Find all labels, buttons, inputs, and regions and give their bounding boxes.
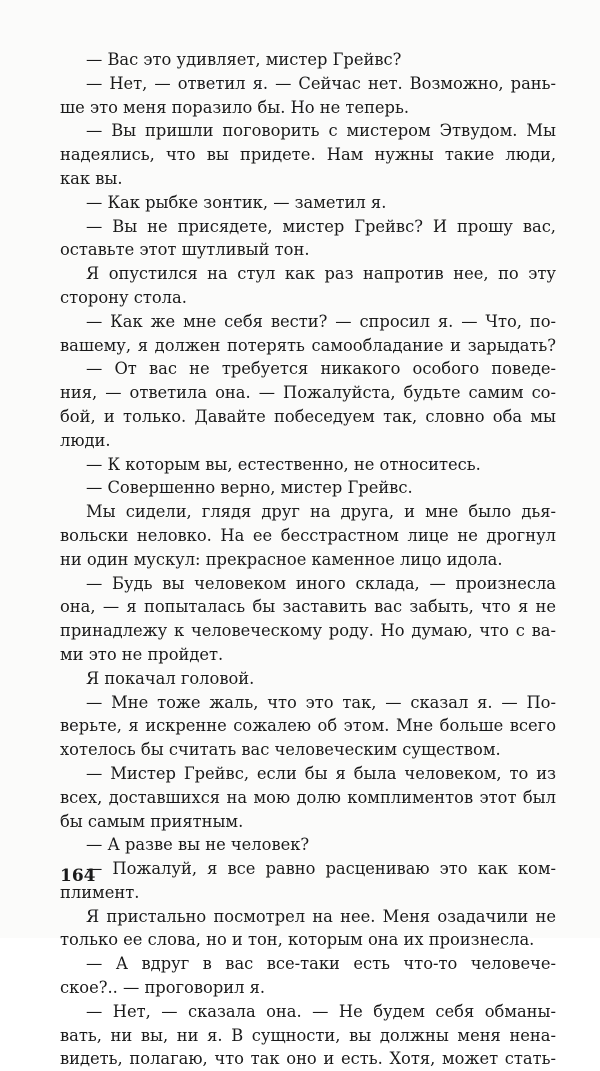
text-line: Я пристально посмотрел на нее. Меня озадачили не bbox=[86, 906, 556, 926]
text-line: — Как же мне себя вести? — спросил я. — Что, по- bbox=[86, 311, 556, 331]
text-line: бой, и только. Давайте побеседуем так, словно оба мы bbox=[60, 406, 556, 426]
text-line: Мы сидели, глядя друг на друга, и мне было дья- bbox=[86, 502, 556, 522]
text-line: видеть, полагаю, что так оно и есть. Хотя, может стать- bbox=[60, 1049, 556, 1069]
text-line: бы самым приятным. bbox=[60, 811, 244, 831]
text-line: — Мне тоже жаль, что это так, — сказал я. — По- bbox=[86, 692, 556, 712]
text-line: — Пожалуй, я все равно расцениваю это как ком- bbox=[86, 859, 556, 879]
text-line: ское?.. — проговорил я. bbox=[60, 978, 266, 998]
text-line: — Вас это удивляет, мистер Грейвс? bbox=[86, 50, 402, 69]
text-line: только ее слова, но и тон, которым она их произнесла. bbox=[60, 930, 535, 950]
text-line: как вы. bbox=[60, 168, 123, 188]
text-line: — Как рыбке зонтик, — заметил я. bbox=[86, 192, 387, 212]
text-line: сторону стола. bbox=[60, 287, 187, 307]
text-line: ния, — ответила она. — Пожалуйста, будьте самим со- bbox=[60, 383, 556, 403]
text-line: Я покачал головой. bbox=[86, 668, 255, 688]
text-line: вашему, я должен потерять самообладание и зарыдать? bbox=[60, 335, 556, 355]
text-line: ни один мускул: прекрасное каменное лицо идола. bbox=[60, 549, 503, 569]
text-line: всех, доставшихся на мою долю комплиментов этот был bbox=[60, 787, 556, 807]
text-line: верьте, я искренне сожалею об этом. Мне больше всего bbox=[60, 716, 556, 736]
text-line: Я опустился на стул как раз напротив нее, по эту bbox=[86, 264, 556, 284]
text-line: — А вдруг в вас все-таки есть что-то человече- bbox=[86, 954, 556, 974]
text-line: хотелось бы считать вас человеческим существом. bbox=[60, 740, 501, 760]
text-line: ми это не пройдет. bbox=[60, 644, 224, 664]
text-line: — Будь вы человеком иного склада, — произнесла bbox=[86, 573, 556, 593]
text-line: — Нет, — сказала она. — Не будем себя обманы- bbox=[86, 1001, 556, 1021]
text-line: оставьте этот шутливый тон. bbox=[60, 240, 310, 260]
text-line: люди. bbox=[60, 430, 111, 450]
text-line: ше это меня поразило бы. Но не теперь. bbox=[60, 97, 410, 117]
text-line: — Вы не присядете, мистер Грейвс? И прошу вас, bbox=[86, 216, 556, 236]
text-line: — К которым вы, естественно, не относитесь. bbox=[86, 454, 481, 474]
text-line: — Совершенно верно, мистер Грейвс. bbox=[86, 478, 413, 498]
page-number: 164 bbox=[60, 866, 96, 886]
text-line: надеялись, что вы придете. Нам нужны такие люди, bbox=[60, 145, 556, 165]
text-line: — От вас не требуется никакого особого поведе- bbox=[86, 359, 556, 379]
text-line: вольски неловко. На ее бесстрастном лице не дрогнул bbox=[60, 525, 556, 545]
text-line: принадлежу к человеческому роду. Но думаю, что с ва- bbox=[60, 621, 556, 641]
text-line: вать, ни вы, ни я. В сущности, вы должны меня нена- bbox=[60, 1025, 556, 1045]
page-text bbox=[60, 48, 556, 1071]
text-line: она, — я попыталась бы заставить вас забыть, что я не bbox=[60, 597, 556, 617]
text-line: — А разве вы не человек? bbox=[86, 835, 310, 855]
text-line: — Мистер Грейвс, если бы я была человеком, то из bbox=[86, 763, 556, 783]
text-line: — Нет, — ответил я. — Сейчас нет. Возможно, рань- bbox=[86, 73, 556, 93]
text-line: плимент. bbox=[60, 882, 140, 902]
text-line: — Вы пришли поговорить с мистером Этвудом. Мы bbox=[86, 121, 556, 141]
